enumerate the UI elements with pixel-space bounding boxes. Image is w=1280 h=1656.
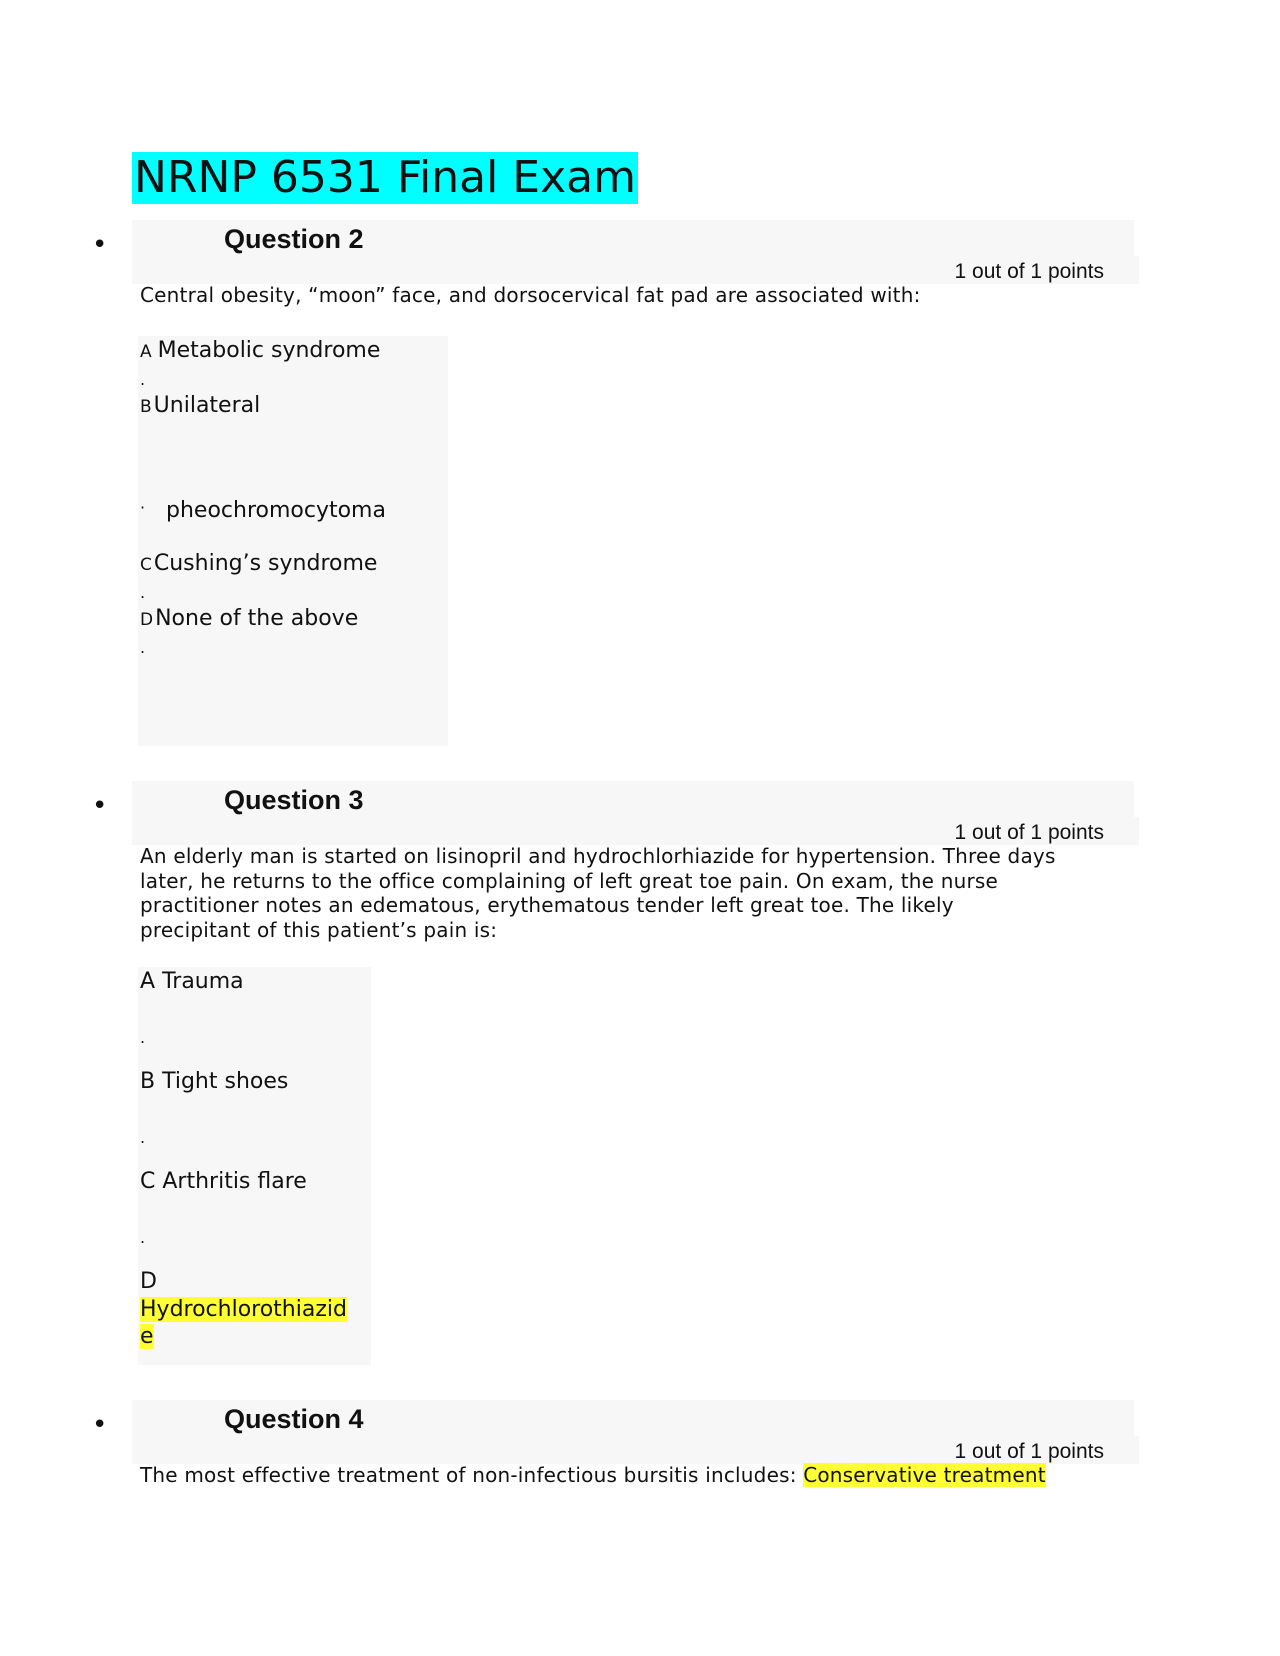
option-text-line: Hydrochlorothiazid bbox=[140, 1297, 347, 1322]
bullet-icon: • bbox=[92, 791, 108, 821]
option-letter: D bbox=[140, 610, 154, 630]
question-title: Question 3 bbox=[224, 785, 364, 815]
option-text: Metabolic syndrome bbox=[157, 338, 381, 363]
answer-option[interactable] bbox=[140, 969, 244, 995]
option-dot: . bbox=[140, 638, 146, 657]
option-dot: · bbox=[140, 498, 146, 517]
question-title: Question 4 bbox=[224, 1404, 364, 1434]
option-dot: . bbox=[140, 370, 146, 389]
option-letter: A bbox=[140, 342, 152, 362]
option-text: None of the above bbox=[155, 606, 359, 631]
question-prompt: An elderly man is started on lisinopril and hydrochlorhiazide for hypertension. Three days later, he returns to the office complaining of left great toe pain. On exam, the nurse practitioner notes an edematous, erythematous tender left great toe. The likely precipitant of this patient’s pain is: bbox=[140, 844, 1056, 942]
answer-option[interactable] bbox=[166, 498, 386, 524]
option-letter: D bbox=[140, 1269, 157, 1294]
option-letter: C bbox=[140, 555, 152, 575]
answer-option[interactable] bbox=[140, 338, 380, 365]
question-prompt: Central obesity, “moon” face, and dorsocervical fat pad are associated with: bbox=[140, 283, 921, 307]
bullet-icon: • bbox=[92, 1410, 108, 1440]
option-letter: B bbox=[140, 1069, 156, 1094]
option-dot: . bbox=[140, 583, 146, 602]
option-letter: A bbox=[140, 969, 156, 994]
option-text: Unilateral bbox=[153, 393, 261, 418]
page-title: NRNP 6531 Final Exam bbox=[134, 152, 636, 203]
option-text: Tight shoes bbox=[162, 1069, 289, 1094]
points-label: 1 out of 1 points bbox=[954, 1440, 1104, 1463]
option-text: Trauma bbox=[162, 969, 244, 994]
correct-answer-cont bbox=[140, 1324, 154, 1350]
correct-answer[interactable] bbox=[140, 1297, 347, 1323]
question-prompt bbox=[140, 1463, 1140, 1488]
answer-option[interactable] bbox=[140, 551, 377, 578]
question-title: Question 2 bbox=[224, 224, 364, 254]
prompt-text: The most effective treatment of non-infectious bursitis includes: bbox=[140, 1463, 797, 1487]
option-letter: C bbox=[140, 1169, 156, 1194]
bullet-icon: • bbox=[92, 230, 108, 260]
option-text: Cushing’s syndrome bbox=[153, 551, 378, 576]
option-dot: . bbox=[140, 1028, 146, 1047]
answer-option[interactable] bbox=[140, 1169, 307, 1195]
option-text: pheochromocytoma bbox=[166, 498, 386, 523]
correct-answer: Conservative treatment bbox=[803, 1463, 1046, 1487]
answer-option[interactable] bbox=[140, 606, 358, 633]
option-text: Arthritis flare bbox=[162, 1169, 307, 1194]
points-label: 1 out of 1 points bbox=[954, 821, 1104, 844]
points-label: 1 out of 1 points bbox=[954, 260, 1104, 283]
option-text-line: e bbox=[140, 1324, 154, 1349]
answer-option[interactable] bbox=[140, 1069, 288, 1095]
option-dot: . bbox=[140, 1228, 146, 1247]
option-letter: B bbox=[140, 397, 152, 417]
option-dot: . bbox=[140, 1128, 146, 1147]
answer-option[interactable] bbox=[140, 393, 260, 420]
